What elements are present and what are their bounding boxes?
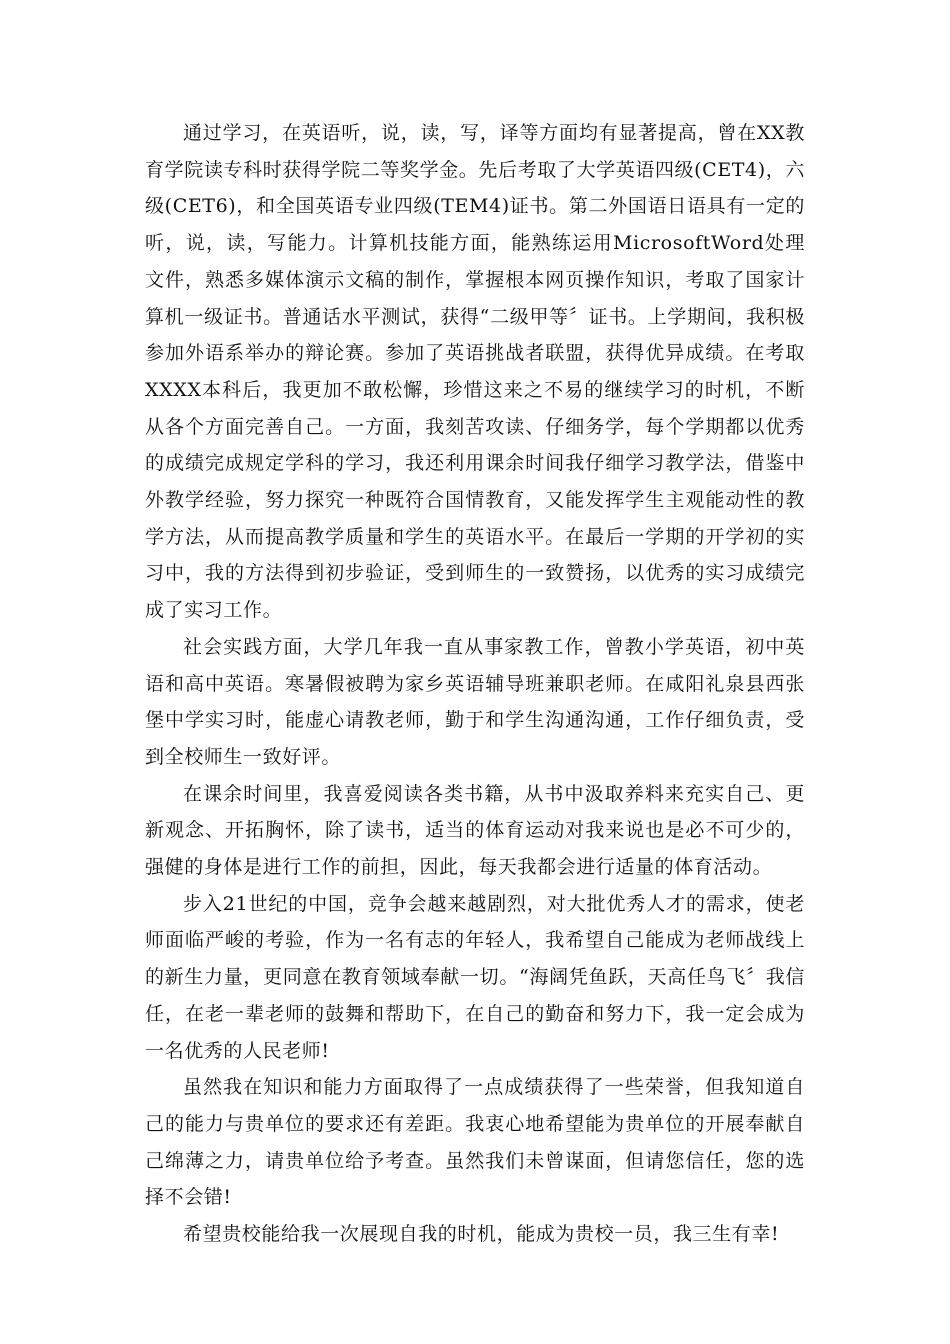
paragraph-spare-time: 在课余时间里，我喜爱阅读各类书籍，从书中汲取养料来充实自己、更新观念、开拓胸怀，除了读书，适当的体育运动对我来说也是必不可少的，强健的身体是进行工作的前担，因此，每天我都会进行适量的体育活动。 xyxy=(145,782,805,879)
paragraph-aspiration: 步入21世纪的中国，竞争会越来越剧烈，对大批优秀人才的需求，使老师面临严峻的考验，作为一名有志的年轻人，我希望自己能成为老师战线上的新生力量，更同意在教育领域奉献一切。“海阔凭鱼跃，天高任鸟飞〞我信任，在老一辈老师的鼓舞和帮助下，在自己的勤奋和努力下，我一定会成为一名优秀的人民老师! xyxy=(145,892,805,1062)
paragraph-humility: 虽然我在知识和能力方面取得了一点成绩获得了一些荣誉，但我知道自己的能力与贵单位的要求还有差距。我衷心地希望能为贵单位的开展奉献自己绵薄之力，请贵单位给予考查。虽然我们未曾谋面，但请您信任，您的选择不会错! xyxy=(145,1076,805,1209)
paragraph-social-practice: 社会实践方面，大学几年我一直从事家教工作，曾教小学英语，初中英语和高中英语。寒暑假被聘为家乡英语辅导班兼职老师。在咸阳礼泉县西张堡中学实习时，能虚心请教老师，勤于和学生沟通沟通，工作仔细负责，受到全校师生一致好评。 xyxy=(145,635,805,768)
paragraph-closing: 希望贵校能给我一次展现自我的时机，能成为贵校一员，我三生有幸! xyxy=(183,1223,780,1246)
document-body xyxy=(145,115,805,1253)
paragraph-study: 通过学习，在英语听，说，读，写，译等方面均有显著提高，曾在XX教育学院读专科时获得学院二等奖学金。先后考取了大学英语四级(CET4)，六级(CET6)，和全国英语专业四级(TEM4)证书。第二外国语日语具有一定的听，说，读，写能力。计算机技能方面，能熟练运用MicrosoftWord处理文件，熟悉多媒体演示文稿的制作，掌握根本网页操作知识，考取了国家计算机一级证书。普通话水平测试，获得“二级甲等〞证书。上学期间，我积极参加外语系举办的辩论赛。参加了英语挑战者联盟，获得优异成绩。在考取XXXX本科后，我更加不敢松懈，珍惜这来之不易的继续学习的时机，不断从各个方面完善自己。一方面，我刻苦攻读、仔细务学，每个学期都以优秀的成绩完成规定学科的学习，我还利用课余时间我仔细学习教学法，借鉴中外教学经验，努力探究一种既符合国情教育，又能发挥学生主观能动性的教学方法，从而提高教学质量和学生的英语水平。在最后一学期的开学初的实习中，我的方法得到初步验证，受到师生的一致赞扬，以优秀的实习成绩完成了实习工作。 xyxy=(145,122,805,622)
